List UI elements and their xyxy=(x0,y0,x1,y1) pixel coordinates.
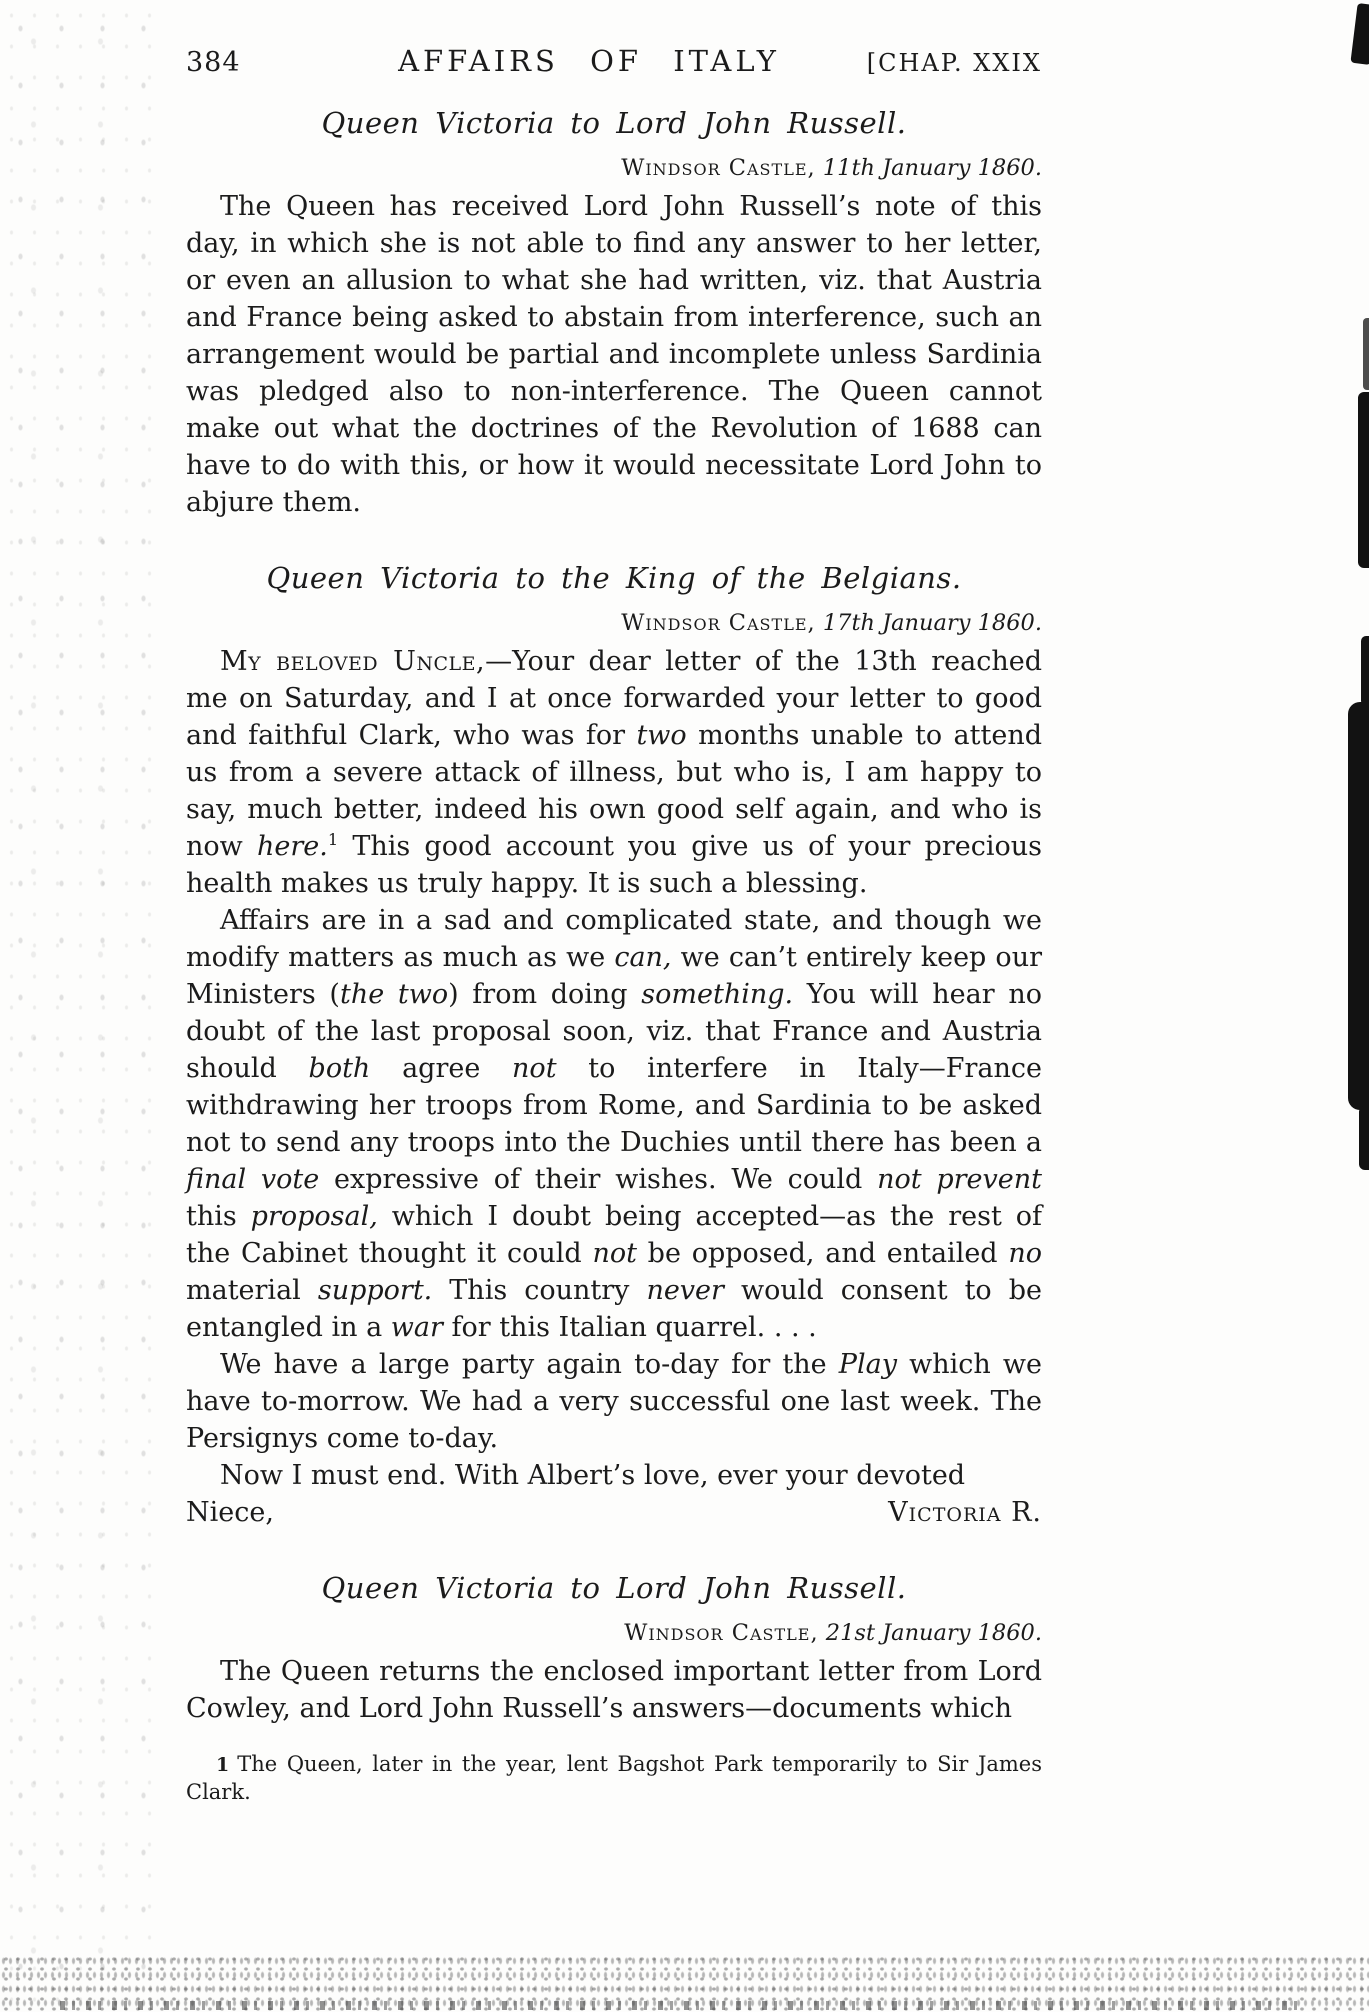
scan-artifact-right-streak-5 xyxy=(1359,1106,1369,1170)
scan-artifact-right-streak-4 xyxy=(1348,702,1369,1110)
letter-paragraph: My beloved Uncle,—Your dear letter of the 13th reached me on Saturday, and I at once forwarded your letter to good and faithful Clark, who was for two months unable to attend us from a severe attack of illness, but who is, I am happy to say, much better, indeed his own good self again, and who is now here.$^1$ This good account you give us of your precious health makes us truly happy. It is such a blessing. xyxy=(186,646,1043,899)
scan-artifact-top-right xyxy=(1350,3,1369,65)
footnote-text: The Queen, later in the year, lent Bagshot Park temporarily to Sir James Clark. xyxy=(186,1752,1042,1804)
dateline xyxy=(186,155,1042,181)
dateline-date: 17th January 1860. xyxy=(822,610,1042,636)
running-header xyxy=(186,0,1042,78)
dateline-place: Windsor Castle, xyxy=(624,1620,819,1646)
scan-artifact-right-streak-3 xyxy=(1361,636,1369,706)
letter-paragraph: Affairs are in a sad and complicated state, and though we modify matters as much as we can, we can’t entirely keep our Ministers (the two) from doing something. You will hear no doubt of the last proposal soon, viz. that France and Austria should both agree not to interfere in Italy—France withdrawing her troops from Rome, and Sardinia to be asked not to send any troops into the Duchies until there has been a final vote expressive of their wishes. We could not prevent this proposal, which I doubt being accepted—as the rest of the Cabinet thought it could not be opposed, and entailed no material support. This country never would consent to be entangled in a war for this Italian quarrel. . . . xyxy=(186,905,1042,1343)
letter-heading: Queen Victoria to Lord John Russell. xyxy=(321,1571,907,1605)
dateline xyxy=(186,610,1042,636)
letter-closing-line: Now I must end. With Albert’s love, ever your devoted xyxy=(220,1460,966,1491)
scan-noise-left-margin xyxy=(0,0,160,2012)
scan-noise-bottom-line xyxy=(60,2001,1300,2010)
signature-row xyxy=(186,1494,1042,1531)
running-title: AFFAIRS OF ITALY xyxy=(398,44,780,78)
dateline-place: Windsor Castle, xyxy=(621,155,816,181)
dateline xyxy=(186,1620,1042,1646)
signature-niece: Niece, xyxy=(186,1497,274,1528)
chapter-label: [CHAP. XXIX xyxy=(866,49,1042,77)
letter-paragraph: The Queen has received Lord John Russell’s note of this day, in which she is not able to find any answer to her letter, or even an allusion to what she had written, viz. that Austria and France being asked to abstain from interference, such an arrangement would be partial and incomplete unless Sardinia was pledged also to non-interference. The Queen cannot make out what the doctrines of the Revolution of 1688 can have to do with this, or how it would necessitate Lord John to abjure them. xyxy=(186,191,1042,518)
signature-name: Victoria R. xyxy=(888,1497,1042,1528)
letter-heading: Queen Victoria to Lord John Russell. xyxy=(321,106,907,140)
letter-heading: Queen Victoria to the King of the Belgians. xyxy=(266,561,962,595)
page-number: 384 xyxy=(186,47,241,78)
letter-paragraph: The Queen returns the enclosed important letter from Lord Cowley, and Lord John Russell’s answers—documents which xyxy=(186,1656,1042,1724)
scan-noise-bottom-band xyxy=(0,1954,1369,2012)
page-content xyxy=(186,0,1042,1806)
letter-section-2 xyxy=(186,561,1042,1531)
letter-paragraph: We have a large party again to-day for the Play which we have to-morrow. We had a very successful one last week. The Persignys come to-day. xyxy=(186,1349,1043,1454)
dateline-date: 21st January 1860. xyxy=(825,1620,1042,1646)
letter-section-3 xyxy=(186,1571,1042,1727)
dateline-date: 11th January 1860. xyxy=(822,155,1042,181)
letter-section-1 xyxy=(186,106,1042,521)
dateline-place: Windsor Castle, xyxy=(621,610,816,636)
scan-artifact-right-streak-1 xyxy=(1363,318,1369,390)
footnote-marker: 1 xyxy=(216,1754,230,1776)
scan-artifact-right-streak-2 xyxy=(1358,392,1369,568)
footnote xyxy=(186,1751,1042,1806)
